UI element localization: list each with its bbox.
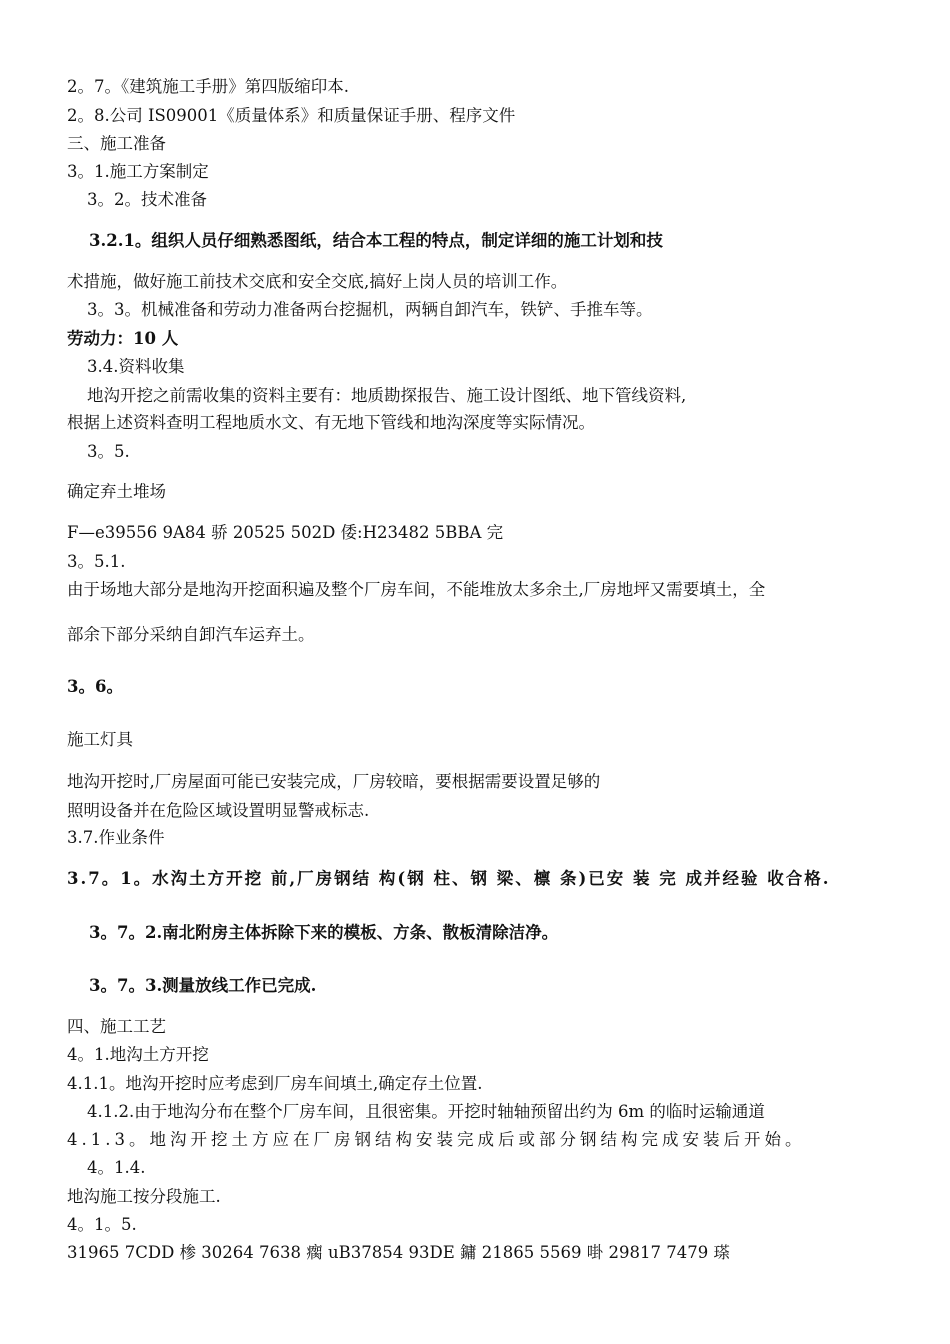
text-line: 4。1.4.	[87, 1158, 146, 1177]
text-line: 地沟开挖之前需收集的资料主要有：地质勘探报告、施工设计图纸、地下管线资料,	[87, 386, 687, 405]
text-line: 3.7。1。水沟土方开挖 前,厂房钢结 构(钢 柱、钢 梁、檩 条)已安 装 完 成并经验 收合格.	[67, 869, 831, 888]
text-line: 地沟开挖时,厂房屋面可能已安装完成，厂房较暗，要根据需要设置足够的	[67, 772, 601, 791]
text-line: 3。7。2.南北附房主体拆除下来的模板、方条、散板清除洁净。	[89, 923, 559, 942]
text-line: 3。1.施工方案制定	[67, 162, 209, 181]
text-line: 4.1.3。地沟开挖土方应在厂房钢结构安装完成后或部分钢结构完成安装后开始。	[67, 1130, 806, 1149]
text-line: 根据上述资料查明工程地质水文、有无地下管线和地沟深度等实际情况。	[67, 413, 595, 432]
section-heading: 四、施工工艺	[67, 1017, 166, 1036]
text-line: 4。1.地沟土方开挖	[67, 1045, 209, 1064]
text-line: 地沟施工按分段施工.	[67, 1187, 221, 1206]
text-line: 2。8.公司 IS09001《质量体系》和质量保证手册、程序文件	[67, 106, 516, 125]
text-line: 3。6。	[67, 677, 123, 696]
text-line: 由于场地大部分是地沟开挖面积遍及整个厂房车间，不能堆放太多余土,厂房地坪又需要填土，全	[67, 580, 766, 599]
text-line: 3.4.资料收集	[87, 357, 185, 376]
text-line: 部余下部分采纳自卸汽车运弃土。	[67, 625, 315, 644]
text-line: 4。1。5.	[67, 1215, 137, 1234]
text-line: 4.1.2.由于地沟分布在整个厂房车间，且很密集。开挖时轴轴预留出约为 6m 的临时运输通道	[87, 1102, 765, 1121]
text-line: 确定弃土堆场	[67, 482, 166, 501]
text-line: 劳动力：10 人	[67, 329, 179, 348]
text-line: 4.1.1。地沟开挖时应考虑到厂房车间填土,确定存土位置.	[67, 1074, 483, 1093]
text-line: 31965 7CDD 椮 30264 7638 瘸 uB37854 93DE 鏞 21865 5569 啩 29817 7479 瑹	[67, 1243, 730, 1262]
text-line: 3.2.1。组织人员仔细熟悉图纸，结合本工程的特点，制定详细的施工计划和技	[89, 231, 663, 250]
text-line: 施工灯具	[67, 730, 133, 749]
text-line: 3。7。3.测量放线工作已完成.	[89, 976, 317, 995]
text-line: 3。2。技术准备	[87, 190, 207, 209]
text-line: 2。7。《建筑施工手册》第四版缩印本.	[67, 77, 349, 96]
text-line: 3。5.1.	[67, 552, 126, 571]
text-line: 术措施，做好施工前技术交底和安全交底,搞好上岗人员的培训工作。	[67, 272, 568, 291]
text-line: 3.7.作业条件	[67, 828, 165, 847]
text-line: 照明设备并在危险区域设置明显警戒标志.	[67, 801, 370, 820]
text-line: 3。5.	[87, 442, 130, 461]
section-heading: 三、施工准备	[67, 134, 166, 153]
text-line: F—e39556 9A84 骄 20525 502D 倭:H23482 5BBA 完	[67, 523, 504, 542]
text-line: 3。3。机械准备和劳动力准备两台挖掘机，两辆自卸汽车，铁铲、手推车等。	[87, 300, 653, 319]
